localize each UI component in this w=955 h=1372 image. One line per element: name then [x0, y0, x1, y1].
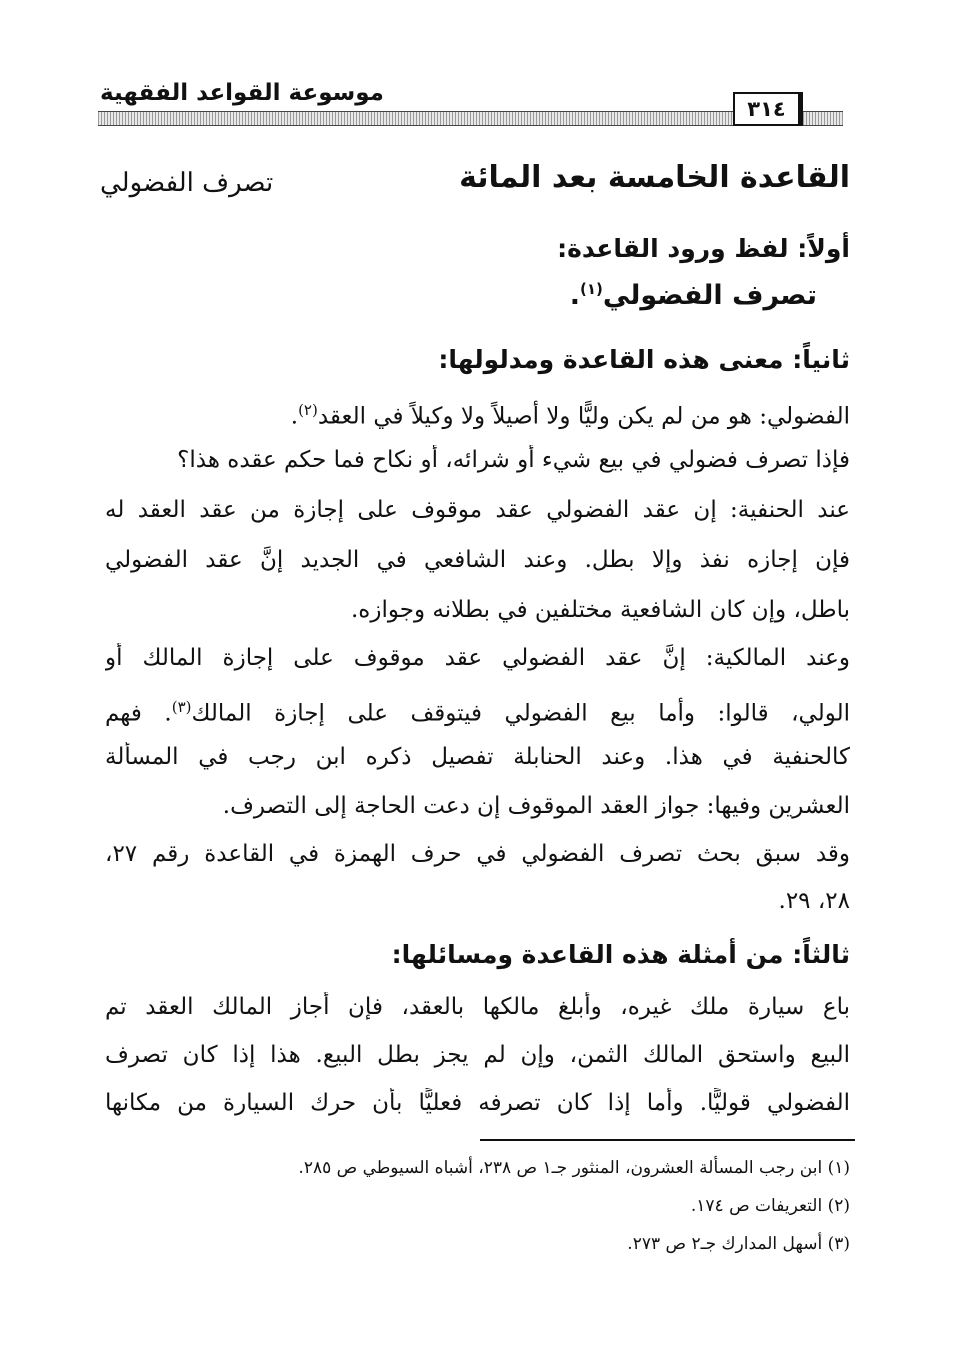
- line-text: الولي، قالوا: وأما بيع الفضولي فيتوقف على إجازة المالك: [191, 700, 850, 727]
- paragraph-line: الفضولي قوليًّا. وأما إذا كان تصرفه فعليًّا بأن حرك السيارة من مكانها: [105, 1090, 850, 1116]
- footnote-item: (٣) أسهل المدارك جـ٢ ص ٢٧٣.: [627, 1234, 850, 1254]
- section-heading-first: أولاً: لفظ ورود القاعدة:: [557, 234, 850, 263]
- section-heading-third: ثالثاً: من أمثلة هذه القاعدة ومسائلها:: [391, 940, 850, 969]
- line-end: . فهم: [105, 700, 172, 727]
- page-number: ٣١٤: [733, 92, 803, 126]
- footnote-item: (٢) التعريفات ص ١٧٤.: [690, 1196, 850, 1216]
- rule-statement: [570, 280, 817, 311]
- paragraph-line: كالحنفية في هذا. وعند الحنابلة تفصيل ذكره ابن رجب في المسألة: [105, 744, 850, 770]
- paragraph-line: باع سيارة ملك غيره، وأبلغ مالكها بالعقد، فإن أجاز المالك العقد تم: [105, 994, 850, 1020]
- paragraph-line: [105, 692, 850, 729]
- paragraph-line: البيع واستحق المالك الثمن، وإن لم يجز بطل البيع. هذا إذا كان تصرف: [105, 1042, 850, 1068]
- footnote-divider: [480, 1139, 855, 1141]
- rule-title: القاعدة الخامسة بعد المائة: [459, 160, 850, 195]
- rule-topic: تصرف الفضولي: [100, 168, 274, 198]
- line-text: الفضولي: هو من لم يكن وليًّا ولا أصيلاً ولا وكيلاً في العقد: [317, 403, 850, 430]
- rule-statement-end: .: [569, 280, 580, 311]
- footnote-ref-3: (٣): [171, 698, 192, 716]
- paragraph-line: العشرين وفيها: جواز العقد الموقوف إن دعت الحاجة إلى التصرف.: [222, 793, 850, 819]
- paragraph-line: وقد سبق بحث تصرف الفضولي في حرف الهمزة في القاعدة رقم ٢٧،: [105, 841, 850, 867]
- line-end: .: [290, 403, 299, 430]
- paragraph-line: فإن إجازه نفذ وإلا بطل. وعند الشافعي في الجديد إنَّ عقد الفضولي: [105, 547, 850, 573]
- rule-statement-text: تصرف الفضولي: [602, 280, 817, 311]
- book-title: موسوعة القواعد الفقهية: [100, 80, 384, 106]
- paragraph-line: ٢٨، ٢٩.: [778, 888, 850, 914]
- paragraph-line: وعند المالكية: إنَّ عقد الفضولي عقد موقوف على إجازة المالك أو: [105, 645, 850, 671]
- section-heading-second: ثانياً: معنى هذه القاعدة ومدلولها:: [438, 345, 850, 374]
- footnote-item: (١) ابن رجب المسألة العشرون، المنثور جـ١ ص ٢٣٨، أشباه السيوطي ص ٢٨٥.: [298, 1158, 850, 1178]
- paragraph-line: فإذا تصرف فضولي في بيع شيء أو شرائه، أو نكاح فما حكم عقده هذا؟: [177, 447, 850, 473]
- footnote-ref-1: (١): [580, 280, 603, 298]
- paragraph-line: عند الحنفية: إن عقد الفضولي عقد موقوف على إجازة من عقد العقد له: [105, 497, 850, 523]
- header-rule: [98, 111, 843, 126]
- paragraph-line: [105, 395, 850, 432]
- paragraph-line: باطل، وإن كان الشافعية مختلفين في بطلانه وجوازه.: [350, 597, 850, 623]
- footnote-ref-2: (٢): [298, 401, 318, 419]
